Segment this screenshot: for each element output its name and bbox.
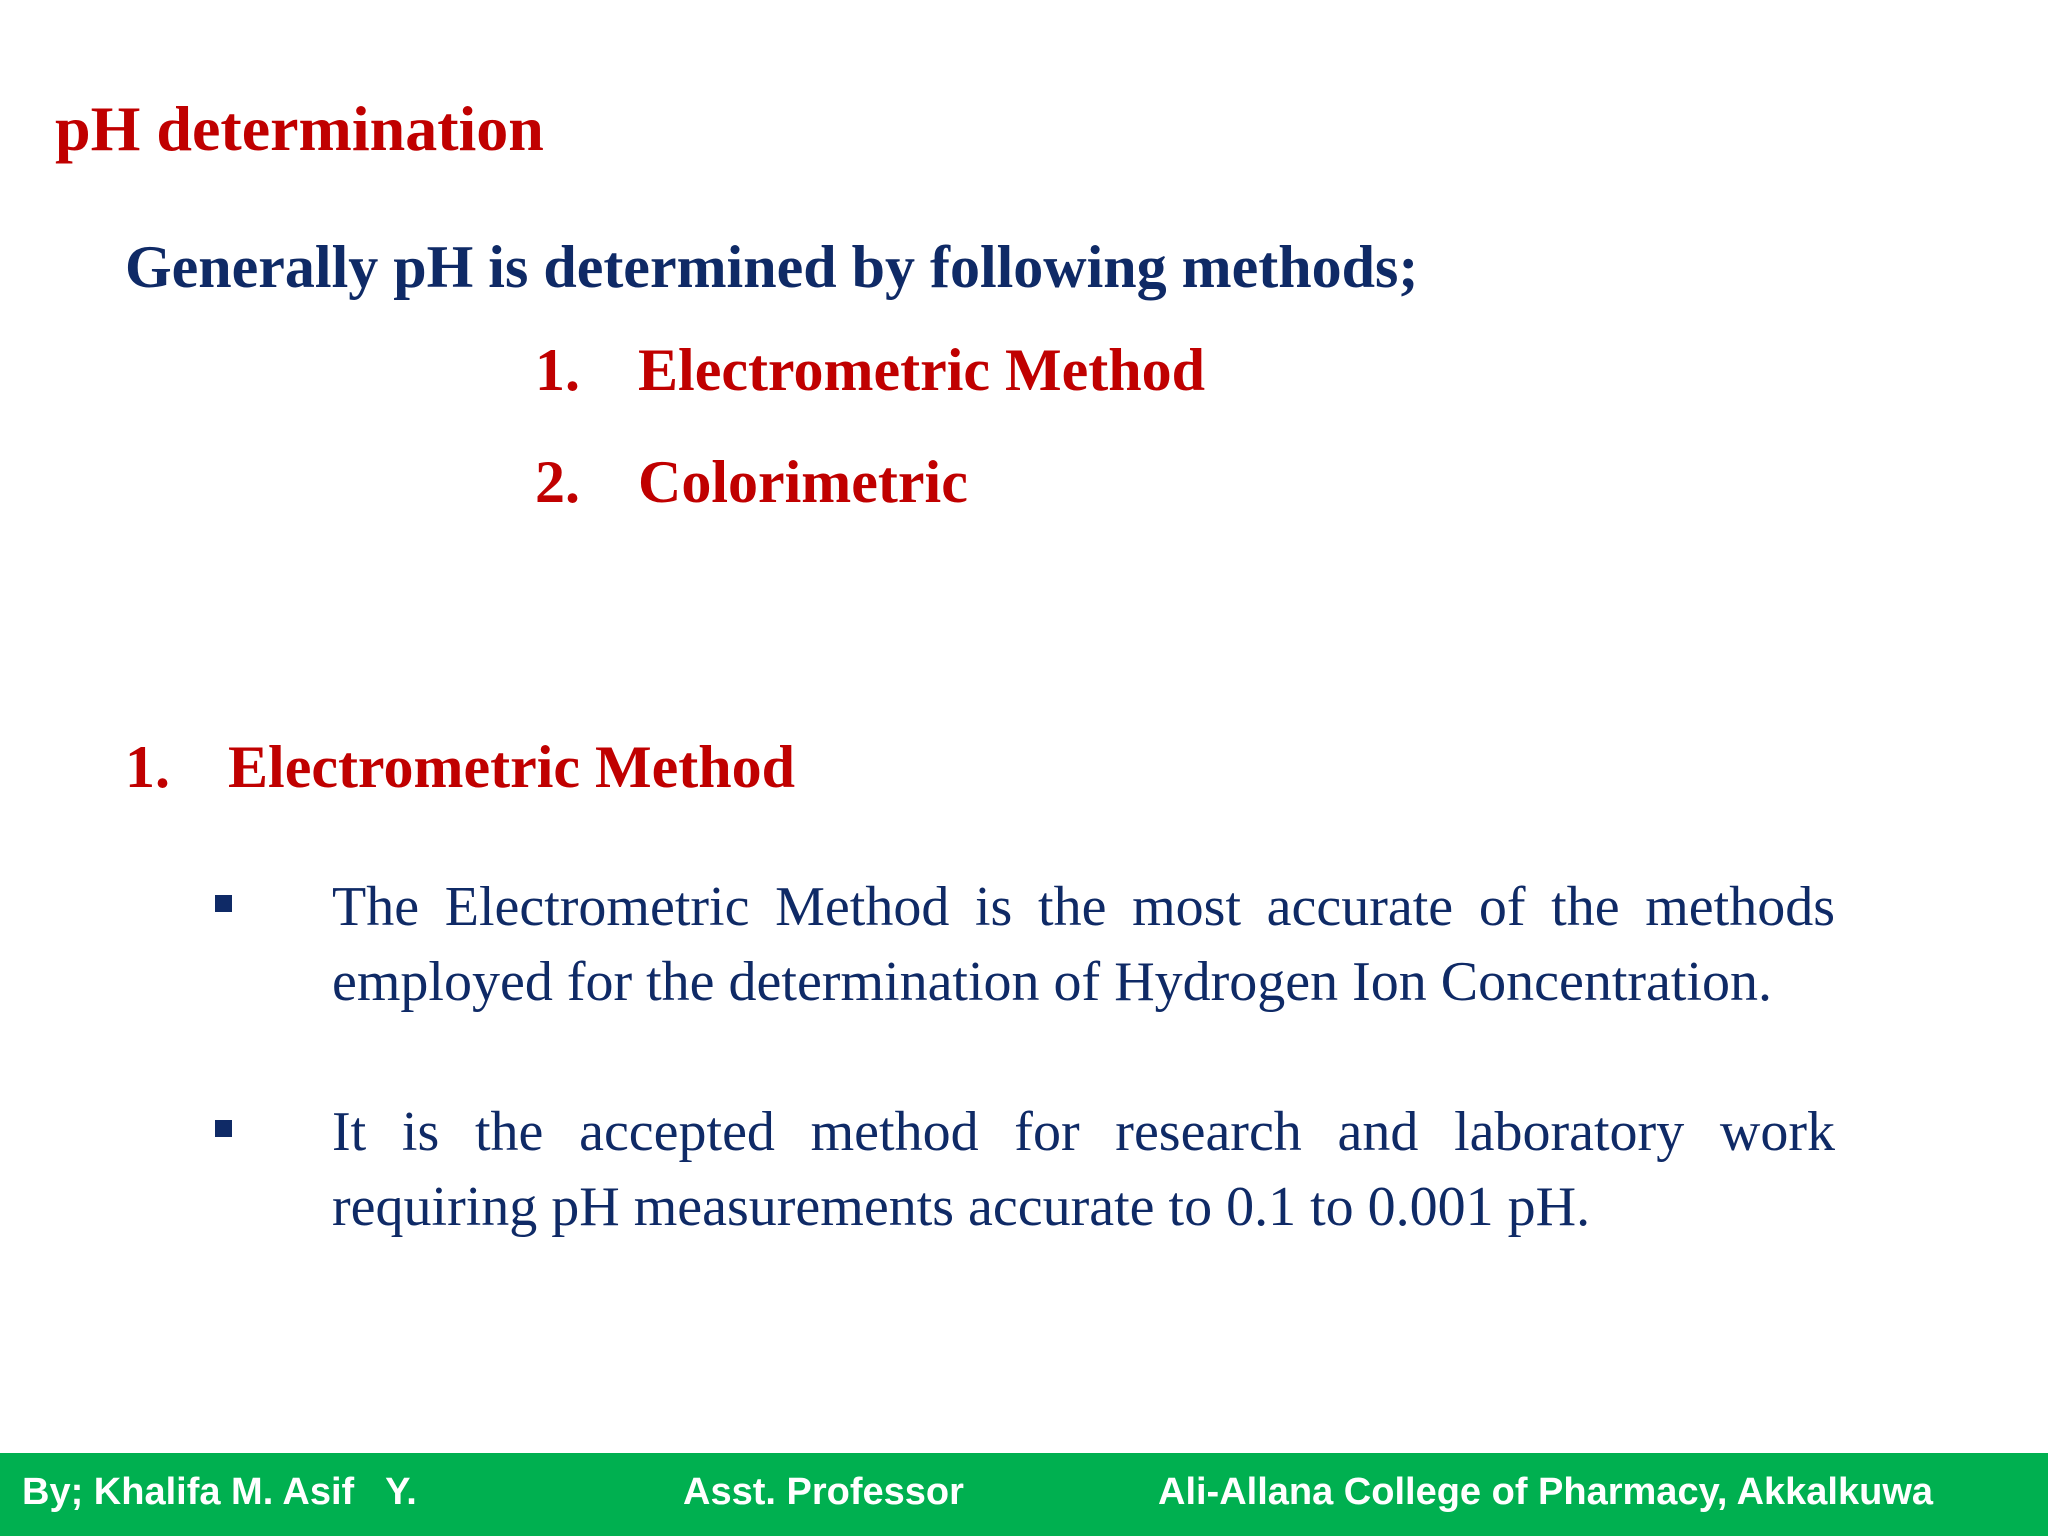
slide-title: pH determination: [55, 93, 544, 164]
bullet-list: [215, 870, 1835, 1320]
footer-bar: [0, 1453, 2048, 1536]
bullet-text: The Electrometric Method is the most accurate of the methods employed for the determination of Hydrogen Ion Concentration.: [332, 876, 1835, 1013]
method-item: [535, 335, 1205, 447]
method-number: 2.: [535, 449, 580, 515]
footer-author: By; Khalifa M. Asif Y.: [22, 1471, 417, 1513]
method-number: 1.: [535, 337, 580, 403]
method-label: Electrometric Method: [638, 337, 1205, 403]
bullet-item: [215, 870, 1835, 1020]
square-bullet-icon: [215, 895, 232, 912]
method-label: Colorimetric: [638, 449, 968, 515]
intro-text: Generally pH is determined by following methods;: [125, 234, 1419, 300]
footer-college: Ali-Allana College of Pharmacy, Akkalkuwa: [1158, 1471, 1934, 1513]
method-item: [535, 447, 1205, 559]
section-heading: [125, 732, 795, 802]
section-title: Electrometric Method: [228, 734, 795, 800]
square-bullet-icon: [215, 1120, 232, 1137]
bullet-text: It is the accepted method for research and laboratory work requiring pH measurements accurate to 0.1 to 0.001 pH.: [332, 1101, 1835, 1238]
footer-role: Asst. Professor: [683, 1471, 964, 1513]
method-list: [535, 335, 1205, 559]
bullet-item: [215, 1095, 1835, 1245]
section-number: 1.: [125, 734, 170, 800]
